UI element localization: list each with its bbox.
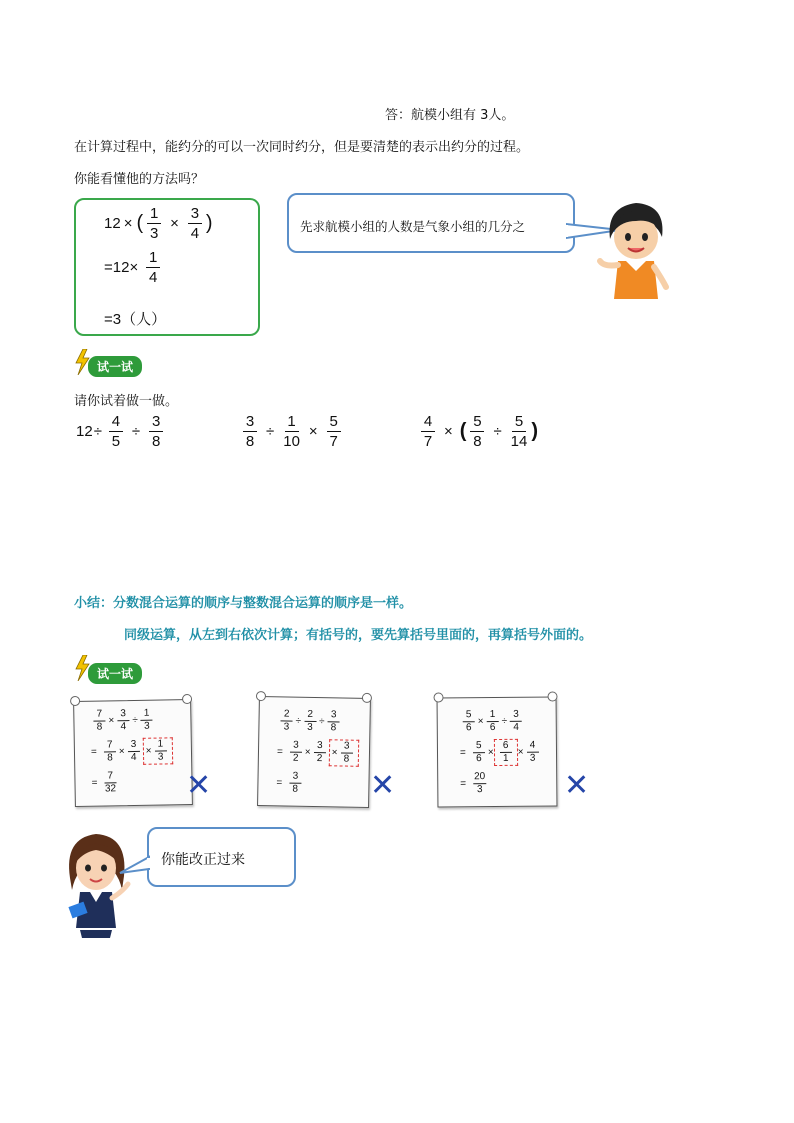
work-row — [277, 709, 359, 733]
operator: ÷ — [93, 423, 102, 440]
operator: × — [331, 746, 338, 758]
cross-icon: ✕ — [370, 768, 396, 803]
fraction: $\frac{5}{14}$ — [510, 413, 528, 450]
fraction: $\frac{20}{3}$ — [474, 771, 486, 796]
equals-sign: = — [459, 746, 466, 758]
work-row — [276, 771, 358, 795]
prefix: =12× — [104, 259, 139, 276]
equals-sign: = — [90, 746, 97, 758]
equals-sign: = — [276, 776, 283, 788]
exercise-1 — [76, 414, 166, 449]
fraction: $\frac{1}{6}$ — [486, 710, 498, 733]
fraction: $\frac{5}{8}$ — [470, 414, 484, 449]
fraction: $\frac{5}{6}$ — [463, 710, 475, 733]
left-paren: ( — [136, 212, 144, 234]
fraction: $\frac{1}{3}$ — [141, 709, 153, 732]
fraction: $\frac{3}{8}$ — [327, 710, 339, 733]
pin-ring — [547, 691, 557, 701]
cross-icon: ✕ — [564, 768, 590, 803]
fraction: $\frac{2}{3}$ — [304, 710, 316, 733]
note-line: 在计算过程中，能约分的可以一次同时约分，但是要清楚的表示出约分的过程。 — [74, 140, 530, 155]
fraction: $\frac{3}{4}$ — [127, 740, 139, 763]
try-badge: 试一试 — [88, 356, 142, 377]
work-row — [91, 737, 173, 765]
try-badge: 试一试 — [88, 663, 142, 684]
card-2-work — [276, 709, 359, 801]
fraction: $\frac{7}{32}$ — [104, 770, 117, 795]
work-row — [460, 739, 542, 767]
worksheet-card-1 — [73, 699, 193, 807]
operator: × — [123, 215, 133, 232]
card-3-work — [460, 710, 542, 802]
method-line-2 — [104, 250, 163, 285]
fraction: $\frac{7}{8}$ — [104, 740, 116, 763]
fraction: $\frac{1}{3}$ — [154, 739, 166, 762]
operator: ÷ — [266, 423, 275, 440]
work-row — [277, 738, 359, 766]
operator: ÷ — [131, 423, 141, 440]
boy-bubble-text: 先求航模小组的人数是气象小组的几分之 — [300, 219, 526, 234]
operator: × — [145, 745, 152, 757]
summary-line-2: 同级运算，从左到右依次计算；有括号的，要先算括号里面的，再算括号外面的。 — [124, 628, 593, 643]
fraction: $\frac{4}{5}$ — [109, 414, 123, 449]
fraction: $\frac{3}{2}$ — [313, 741, 325, 764]
girl-speech-bubble — [147, 827, 296, 887]
fraction: $\frac{3}{8}$ — [243, 414, 257, 449]
method-line-1 — [104, 206, 214, 241]
equals-sign: = — [460, 777, 467, 789]
operator: × — [444, 423, 453, 440]
error-highlight — [494, 739, 518, 766]
operator: × — [108, 714, 115, 726]
card-1-work — [90, 708, 173, 800]
fraction: $\frac{3}{8}$ — [289, 772, 301, 795]
fraction: $\frac{5}{7}$ — [327, 414, 341, 449]
fraction: $\frac{4}{3}$ — [526, 741, 538, 764]
pin-ring — [433, 692, 443, 702]
operator: × — [308, 423, 318, 440]
error-highlight — [328, 739, 358, 767]
operator: × — [517, 746, 524, 758]
pin-ring — [182, 694, 192, 704]
worksheet-card-3 — [437, 696, 558, 807]
pin-ring — [362, 693, 372, 703]
whole-number: 12 — [104, 215, 121, 232]
method-box — [74, 198, 260, 336]
fraction: $\frac{5}{6}$ — [473, 741, 485, 764]
operator: × — [118, 745, 125, 757]
fraction: $\frac{3}{4}$ — [117, 709, 129, 732]
answer-line: 答：航模小组有 3人。 — [385, 108, 515, 123]
method-line-3: =3（人） — [104, 311, 167, 328]
fraction: $\frac{3}{4}$ — [510, 710, 522, 733]
left-paren: ( — [459, 420, 467, 442]
work-row — [90, 708, 172, 732]
work-row — [460, 710, 542, 734]
operator: × — [477, 715, 484, 727]
fraction: $\frac{3}{8}$ — [149, 414, 163, 449]
work-row — [460, 772, 542, 796]
question-line: 你能看懂他的方法吗？ — [74, 172, 205, 187]
try-instruction: 请你试着做一做。 — [74, 394, 179, 409]
equals-sign: = — [276, 745, 283, 757]
bubble-tail — [118, 855, 150, 877]
equals-sign: = — [91, 777, 98, 789]
boy-illustration — [596, 195, 676, 299]
summary-line-1: 小结：分数混合运算的顺序与整数混合运算的顺序是一样。 — [74, 596, 413, 611]
operator: ÷ — [501, 715, 508, 727]
pin-ring — [70, 696, 80, 706]
fraction: $\frac{4}{7}$ — [421, 414, 435, 449]
fraction: $\frac{3}{8}$ — [340, 741, 352, 764]
exercise-3 — [418, 414, 539, 449]
boy-speech-bubble — [287, 193, 575, 253]
operator: ÷ — [295, 715, 302, 727]
operator: ÷ — [493, 423, 502, 440]
cross-icon: ✕ — [186, 768, 212, 803]
fraction: $\frac{1}{3}$ — [147, 206, 161, 241]
girl-illustration — [58, 828, 138, 940]
worksheet-card-2 — [257, 696, 371, 808]
girl-bubble-text: 你能改正过来 — [161, 852, 245, 868]
fraction: $\frac{3}{2}$ — [290, 741, 302, 764]
fraction: $\frac{6}{1}$ — [500, 741, 512, 764]
operator: ÷ — [132, 714, 138, 726]
operator: × — [487, 746, 494, 758]
exercise-2 — [240, 414, 344, 449]
whole-number: 12 — [76, 423, 93, 440]
operator: ÷ — [318, 715, 325, 727]
operator: × — [304, 746, 311, 758]
fraction: $\frac{1}{4}$ — [146, 250, 160, 285]
fraction: $\frac{1}{10}$ — [283, 413, 300, 450]
fraction: $\frac{2}{3}$ — [280, 709, 292, 732]
right-paren: ) — [205, 212, 213, 234]
fraction: $\frac{7}{8}$ — [93, 709, 105, 732]
fraction: $\frac{3}{4}$ — [188, 206, 202, 241]
operator: × — [170, 215, 179, 232]
work-row — [91, 770, 173, 794]
right-paren: ) — [531, 420, 539, 442]
pin-ring — [256, 691, 266, 701]
error-highlight — [142, 737, 172, 765]
